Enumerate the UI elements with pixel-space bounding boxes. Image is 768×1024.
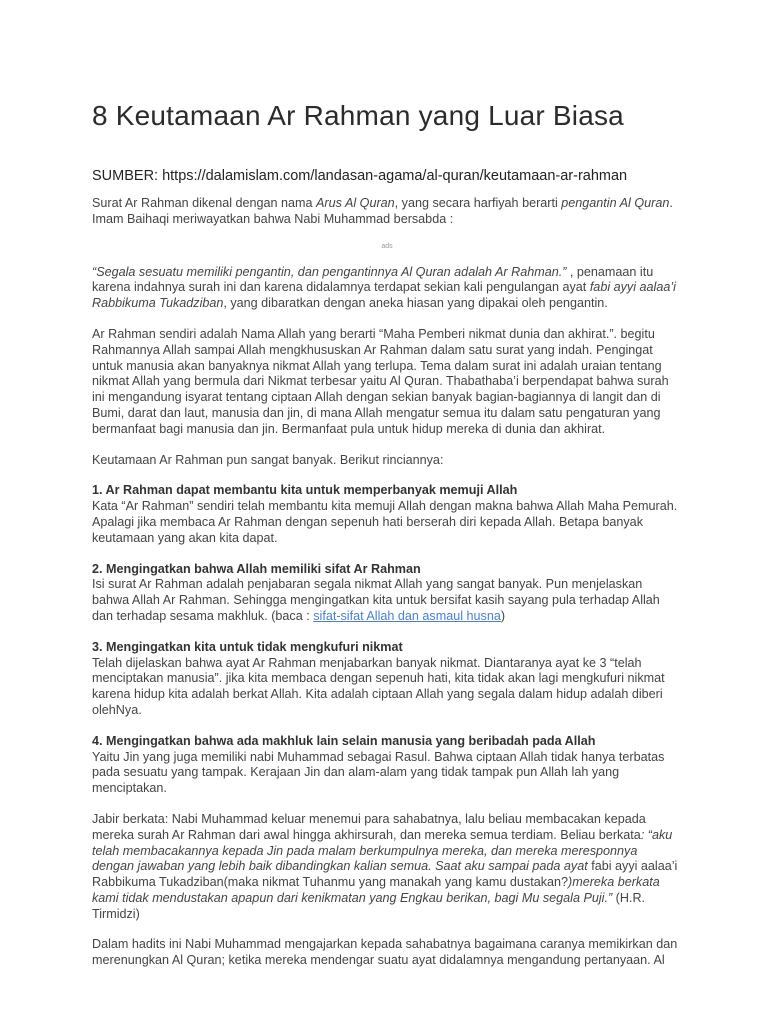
last-paragraph: Dalam hadits ini Nabi Muhammad mengajarkan kepada sahabatnya bagaimana caranya memikirkan dan merenungkan Al Quran; ketika mereka mendengar suatu ayat didalamnya mengandung pertanyaan. Al	[92, 937, 678, 968]
ads-label: ads	[381, 242, 393, 250]
quote-paragraph	[92, 265, 682, 312]
jabir-italic-2: )mereka berkata kami tidak mendustakan apapun dari kenikmatan yang Engkau berikan, bagi Mu segala Puji.”	[92, 875, 660, 905]
asmaul-husna-link[interactable]: sifat-sifat Allah dan asmaul husna	[313, 608, 501, 623]
intro-paragraph	[92, 196, 682, 228]
section-4-heading: 4. Mengingatkan bahwa ada makhluk lain selain manusia yang beribadah pada Allah	[92, 733, 596, 748]
quote-text-2: , yang dibaratkan dengan aneka hiasan yang dipakai oleh pengantin.	[223, 296, 608, 311]
intro-italic-1: Arus Al Quran	[316, 196, 395, 210]
intro-text-3: . Imam Baihaqi meriwayatkan bahwa Nabi Muhammad bersabda :	[92, 196, 673, 226]
jabir-paragraph	[92, 812, 682, 923]
page-title: 8 Keutamaan Ar Rahman yang Luar Biasa	[92, 100, 624, 131]
section-4-text: Yaitu Jin yang juga memiliki nabi Muhammad sebagai Rasul. Bahwa ciptaan Allah tidak hanya terbatas pada sesuatu yang tampak. Kerajaan Jin dan alam-alam yang tidak tampak pun Allah lah yang menciptakan.	[92, 749, 665, 796]
section-2	[92, 562, 682, 625]
section-3-heading: 3. Mengingatkan kita untuk tidak mengkufuri nikmat	[92, 639, 403, 654]
jabir-text-3: (H.R. Tirmidzi)	[92, 890, 646, 921]
intro-text-1: Surat Ar Rahman dikenal dengan nama	[92, 196, 317, 210]
quote-text-1: , penamaan itu karena indahnya surah ini dan karena didalamnya terdapat sekian kali pengulangan ayat	[92, 264, 654, 295]
section-2-text: Isi surat Ar Rahman adalah penjabaran segala nikmat Allah yang sangat banyak. Pun menjelaskan bahwa Allah Ar Rahman. Sehingga mengingatkan kita untuk bersifat kasih sayang pula terhadap Allah dan terhadap sesama makhluk. (baca :	[92, 577, 660, 623]
section-4	[92, 734, 682, 797]
article-body	[92, 196, 682, 984]
paragraph-3: Keutamaan Ar Rahman pun sangat banyak. Berikut rinciannya:	[92, 452, 444, 467]
intro-text-2: , yang secara harfiyah berarti	[394, 196, 562, 210]
jabir-text-1: Jabir berkata: Nabi Muhammad keluar menemui para sahabatnya, lalu beliau membacakan kepada mereka surah Ar Rahman dari awal hingga akhirsurah, dan mereka semua terdiam. Beliau berkata	[92, 811, 646, 842]
quote-italic-2: fabi ayyi aalaa’i Rabbikuma Tukadziban	[92, 280, 676, 311]
source-line: SUMBER: https://dalamislam.com/landasan-agama/al-quran/keutamaan-ar-rahman	[92, 168, 628, 184]
quote-italic-1: “Segala sesuatu memiliki pengantin, dan pengantinnya Al Quran adalah Ar Rahman.”	[92, 264, 567, 279]
section-1-text: Kata “Ar Rahman” sendiri telah membantu kita memuji Allah dengan makna bahwa Allah Maha Pemurah. Apalagi jika membaca Ar Rahman dengan sepenuh hati berserah diri kepada Allah. Betapa banyak keutamaan yang akan kita dapat.	[92, 499, 678, 545]
intro-italic-2: pengantin Al Quran	[561, 196, 670, 210]
section-3	[92, 640, 682, 719]
jabir-text-2: fabi ayyi aalaa’i Rabbikuma Tukadziban(maka nikmat Tuhanmu yang manakah yang kamu dustakan?	[92, 859, 678, 890]
paragraph-2: Ar Rahman sendiri adalah Nama Allah yang berarti “Maha Pemberi nikmat dunia dan akhirat.”. begitu Rahmannya Allah sampai Allah mengkhususkan Ar Rahman dalam satu surat yang indah. Pengingat untuk manusia akan banyaknya nikmat Allah yang terlupa. Tema dalam surat ini adalah uraian tentang nikmat Allah yang bermula dari Nikmat terbesar yaitu Al Quran. Thabathaba’i berpendapat bahwa surah ini mengandung isyarat tentang ciptaan Allah dengan sekian banyak bagian-bagiannya di langit dan di Bumi, darat dan laut, manusia dan jin, di mana Allah mengatur semua itu dalam satu pengaturan yang bermanfaat bagi manusia dan jin. Bermanfaat pula untuk hidup mereka di dunia dan akhirat.	[92, 326, 669, 436]
section-2-after: )	[500, 608, 506, 623]
section-2-heading: 2. Mengingatkan bahwa Allah memiliki sifat Ar Rahman	[92, 561, 421, 576]
section-1	[92, 483, 682, 546]
section-1-heading: 1. Ar Rahman dapat membantu kita untuk memperbanyak memuji Allah	[92, 483, 518, 498]
section-3-text: Telah dijelaskan bahwa ayat Ar Rahman menjabarkan banyak nikmat. Diantaranya ayat ke 3 “telah menciptakan manusia”. jika kita membaca dengan sepenuh hati, kita tidak akan lagi mengkufuri nikmat karena hidup kita adalah berkat Allah. Kita adalah ciptaan Allah yang segala dalam hidup adalah diberi olehNya.	[92, 655, 665, 717]
jabir-italic-1: : “aku telah membacakannya kepada Jin pada malam berkumpulnya mereka, dan mereka meresponnya dengan jawaban yang lebih baik dibandingkan kalian semua. Saat aku sampai pada ayat	[92, 827, 673, 874]
